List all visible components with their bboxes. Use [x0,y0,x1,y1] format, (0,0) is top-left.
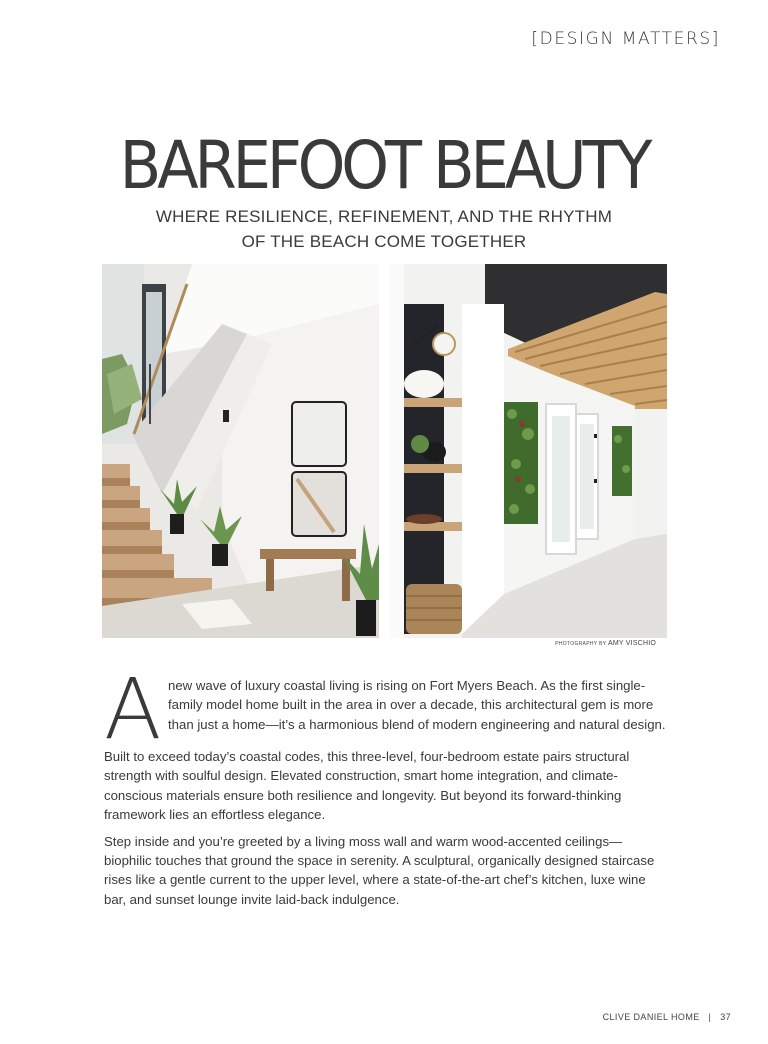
subtitle-line-1: WHERE RESILIENCE, REFINEMENT, AND THE RHYTHM [155,207,613,226]
footer-separator: | [708,1012,712,1022]
article-subtitle [0,204,768,254]
paragraph-1-text: new wave of luxury coastal living is rising on Fort Myers Beach. As the first single-family model home built in the area in over a decade, this architectural gem is more than just a home—it’s a harmonious blend of modern engineering and natural design. [168,678,666,732]
publication-name: CLIVE DANIEL HOME [602,1012,700,1022]
photo-credit-name: AMY VISCHIO [608,640,656,647]
moss-wall-hallway-photo [390,264,667,638]
section-tag: [DESIGN MATTERS] [531,29,720,49]
photo-credit [555,640,656,647]
article-title: BAREFOOT BEAUTY [119,127,649,204]
page-number: 37 [720,1012,731,1022]
photo-credit-prefix: PHOTOGRAPHY BY [555,641,607,647]
article-body [104,676,666,916]
paragraph-3: Step inside and you’re greeted by a living moss wall and warm wood-accented ceilings—biophilic touches that ground the space in serenity. A sculptural, organically designed staircase rises like a gentle current to the upper level, where a state-of-the-art chef’s kitchen, luxe wine bar, and sunset lounge invite laid-back indulgence. [104,833,655,907]
subtitle-line-2: OF THE BEACH COME TOGETHER [241,232,527,251]
paragraph-2: Built to exceed today’s coastal codes, this three-level, four-bedroom estate pairs structural strength with soulful design. Elevated construction, smart home integration, and climate-conscious materials ensure both resilience and longevity. But beyond its forward-thinking framework lies an effortless elegance. [104,749,630,823]
page-footer [603,1012,731,1022]
paragraph-1 [104,676,666,740]
drop-cap: A [104,676,162,740]
staircase-photo [102,264,379,638]
